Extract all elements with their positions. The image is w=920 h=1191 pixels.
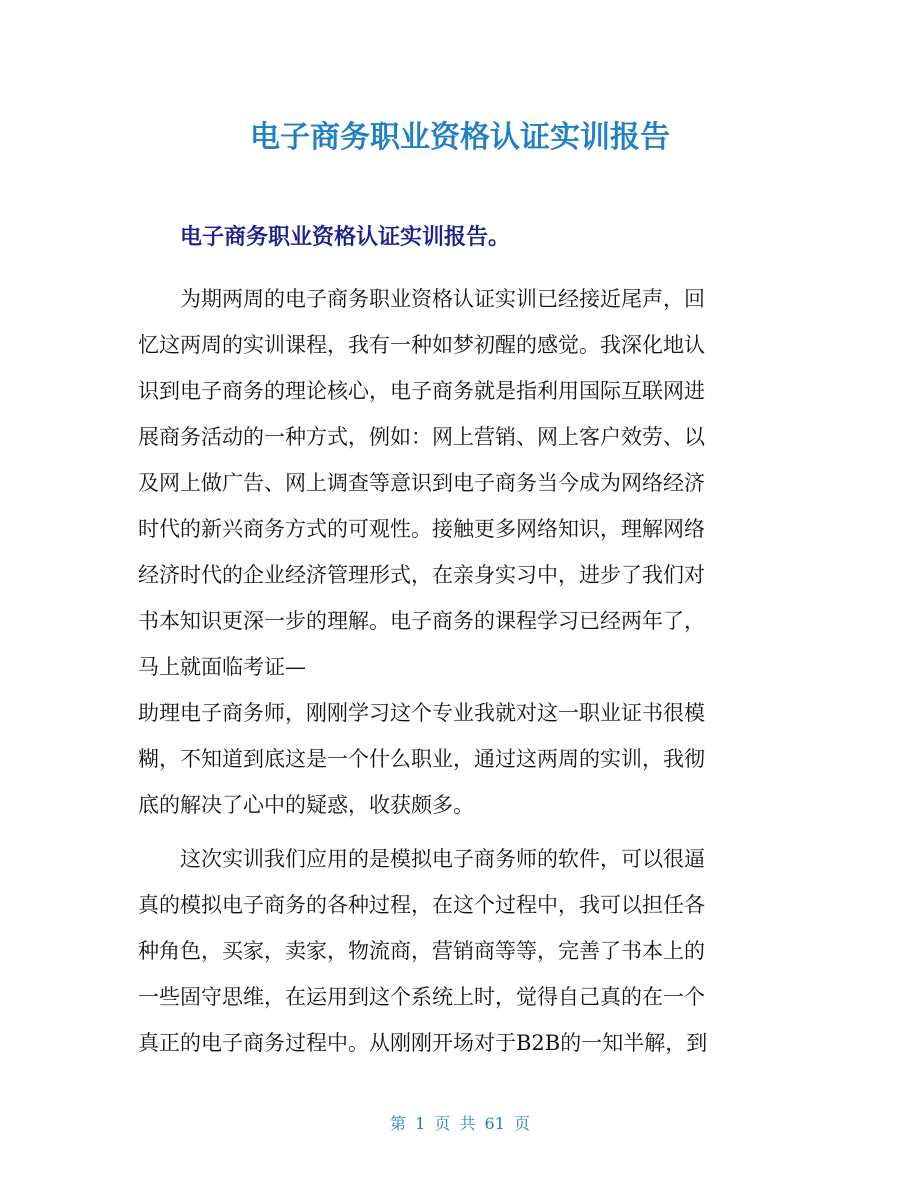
text-line: 马上就面临考证— — [138, 655, 306, 679]
paragraph-1 — [138, 276, 788, 828]
text-line: 底的解决了心中的疑惑，收获颇多。 — [138, 793, 474, 817]
text-line: 为期两周的电子商务职业资格认证实训已经接近尾声，回 — [138, 287, 705, 311]
text-line: 真的模拟电子商务的各种过程，在这个过程中，我可以担任各 — [138, 893, 705, 917]
document-body — [138, 276, 788, 1066]
text-line: 及网上做广告、网上调查等意识到电子商务当今成为网络经济 — [138, 471, 705, 495]
paragraph-gap — [138, 828, 788, 836]
text-line: 书本知识更深一步的理解。电子商务的课程学习已经两年了， — [138, 609, 705, 633]
page-number-footer: 第 1 页 共 61 页 — [390, 1114, 530, 1133]
text-line: 时代的新兴商务方式的可观性。接触更多网络知识，理解网络 — [138, 517, 705, 541]
document-subtitle: 电子商务职业资格认证实训报告。 — [180, 225, 511, 250]
text-line: 糊，不知道到底这是一个什么职业，通过这两周的实训，我彻 — [138, 747, 705, 771]
paragraph-2 — [138, 836, 788, 1066]
text-line: 展商务活动的一种方式，例如：网上营销、网上客户效劳、以 — [138, 425, 705, 449]
text-line: 这次实训我们应用的是模拟电子商务师的软件，可以很逼 — [138, 847, 705, 871]
text-line: 忆这两周的实训课程，我有一种如梦初醒的感觉。我深化地认 — [138, 333, 705, 357]
text-line: 助理电子商务师，刚刚学习这个专业我就对这一职业证书很模 — [138, 701, 705, 725]
text-line: 经济时代的企业经济管理形式，在亲身实习中，进步了我们对 — [138, 563, 705, 587]
text-line: 真正的电子商务过程中。从刚刚开场对于B2B的一知半解，到 — [138, 1031, 708, 1055]
text-line: 种角色，买家，卖家，物流商，营销商等等，完善了书本上的 — [138, 939, 705, 963]
document-title: 电子商务职业资格认证实训报告 — [250, 120, 670, 155]
text-line: 识到电子商务的理论核心，电子商务就是指利用国际互联网进 — [138, 379, 705, 403]
text-line: 一些固守思维，在运用到这个系统上时，觉得自己真的在一个 — [138, 985, 705, 1009]
